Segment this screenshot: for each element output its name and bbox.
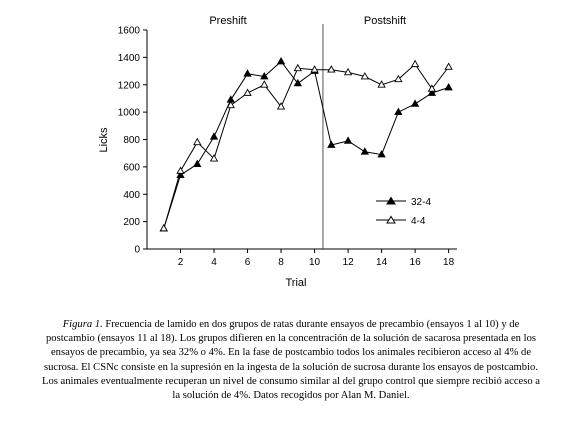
data-point-32-4	[412, 100, 419, 106]
x-tick-label: 12	[342, 257, 354, 268]
x-tick-label: 14	[376, 257, 388, 268]
y-tick-label: 600	[123, 162, 140, 174]
legend-label-4-4: 4-4	[411, 216, 426, 227]
data-point-32-4	[244, 70, 251, 76]
data-point-4-4	[412, 61, 419, 67]
y-tick-label: 200	[123, 217, 140, 229]
figure-caption	[38, 318, 544, 403]
data-point-4-4	[261, 81, 268, 87]
y-axis-label: Licks	[98, 127, 110, 153]
x-tick-label: 2	[177, 257, 184, 268]
data-point-32-4	[278, 58, 285, 64]
data-point-32-4	[194, 161, 201, 167]
x-tick-label: 16	[409, 257, 421, 268]
x-tick-label: 6	[244, 257, 251, 268]
data-point-32-4	[345, 137, 352, 143]
x-tick-label: 18	[443, 257, 455, 268]
data-point-4-4	[177, 167, 184, 173]
postshift-label: Postshift	[363, 15, 407, 27]
y-tick-label: 0	[134, 244, 140, 256]
x-tick-label: 8	[278, 257, 284, 268]
y-tick-label: 1600	[117, 25, 140, 37]
data-point-32-4	[361, 148, 368, 154]
x-tick-label: 4	[211, 257, 217, 268]
caption-text: Frecuencia de lamido en dos grupos de ratas durante ensayos de precambio (ensayos 1 al 10) y de postcambio (ensayos 11 al 18). Los grupos difieren en la concentración de la solución de sacarosa presentada en los ensayos de precambio, ya sea 32% o 4%. En la fase de postcambio todos los animales recibieron acceso al 4% de sucrosa. El CSNc consiste en la supresión en la ingesta de la solución de sucrosa durante los ensayos de postcambio. Los animales eventualmente recuperan un nivel de consumo similar al del grupo control que siempre recibió acceso a la solución de 4%. Datos recogidos por Alan M. Daniel.	[41, 319, 541, 402]
series-line-4-4	[164, 64, 449, 228]
data-point-4-4	[294, 65, 301, 71]
data-point-32-4	[445, 84, 452, 90]
y-tick-label: 1200	[117, 80, 140, 92]
data-point-32-4	[211, 133, 218, 139]
data-point-4-4	[328, 66, 335, 72]
y-tick-label: 800	[123, 135, 140, 146]
data-point-4-4	[445, 63, 452, 69]
x-axis-label: Trial	[285, 277, 307, 289]
figure-label: Figura 1.	[62, 319, 103, 330]
data-point-4-4	[194, 139, 201, 145]
x-tick-label: 10	[309, 257, 321, 268]
y-tick-label: 1400	[117, 52, 140, 64]
preshift-label: Preshift	[209, 15, 247, 27]
legend-label-32-4: 32-4	[411, 197, 432, 208]
series-4-4	[160, 61, 452, 231]
legend	[376, 197, 431, 227]
legend-item-4-4	[376, 216, 426, 227]
series-line-32-4	[164, 62, 449, 229]
data-point-4-4	[160, 225, 167, 231]
y-tick-label: 1000	[117, 107, 140, 119]
legend-item-32-4	[376, 197, 431, 208]
data-point-32-4	[395, 109, 402, 115]
series-32-4	[160, 58, 452, 231]
y-tick-label: 400	[123, 189, 140, 201]
